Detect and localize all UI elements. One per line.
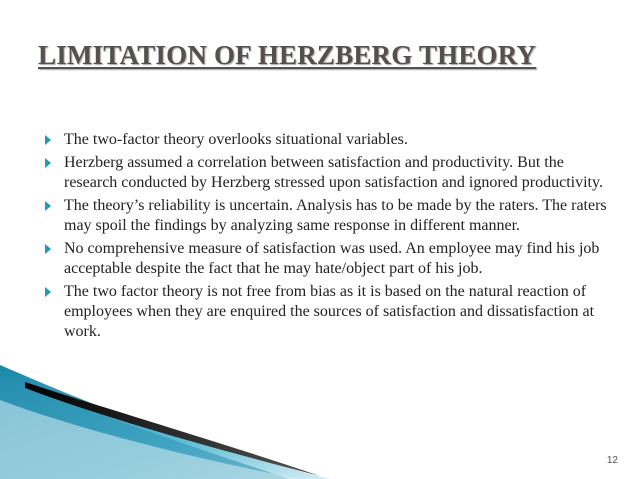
bullet-text: No comprehensive measure of satisfaction was used. An employee may find his job acceptable despite the fact that he may hate/object part of his job. — [64, 240, 600, 277]
page-number: 12 — [606, 455, 618, 466]
list-item — [45, 282, 610, 342]
bullet-text: The theory’s reliability is uncertain. Analysis has to be made by the raters. The raters may spoil the findings by analyzing same response in different manner. — [64, 197, 607, 234]
bullet-text: Herzberg assumed a correlation between satisfaction and productivity. But the research conducted by Herzberg stressed upon satisfaction and ignored productivity. — [64, 154, 603, 191]
bullet-text: The two-factor theory overlooks situational variables. — [64, 131, 408, 148]
triangle-bullet-icon — [45, 201, 51, 211]
triangle-bullet-icon — [45, 158, 51, 168]
triangle-bullet-icon — [45, 135, 51, 145]
triangle-bullet-icon — [45, 287, 51, 297]
decorative-swoosh — [0, 340, 330, 479]
list-item — [45, 239, 610, 279]
triangle-bullet-icon — [45, 244, 51, 254]
list-item — [45, 153, 610, 193]
list-item — [45, 130, 610, 150]
bullet-text: The two factor theory is not free from bias as it is based on the natural reaction of employees when they are enquired the sources of satisfaction and dissatisfaction at work. — [64, 283, 595, 340]
bullet-list — [45, 130, 610, 345]
list-item — [45, 196, 610, 236]
slide-title: LIMITATION OF HERZBERG THEORY — [38, 40, 537, 70]
